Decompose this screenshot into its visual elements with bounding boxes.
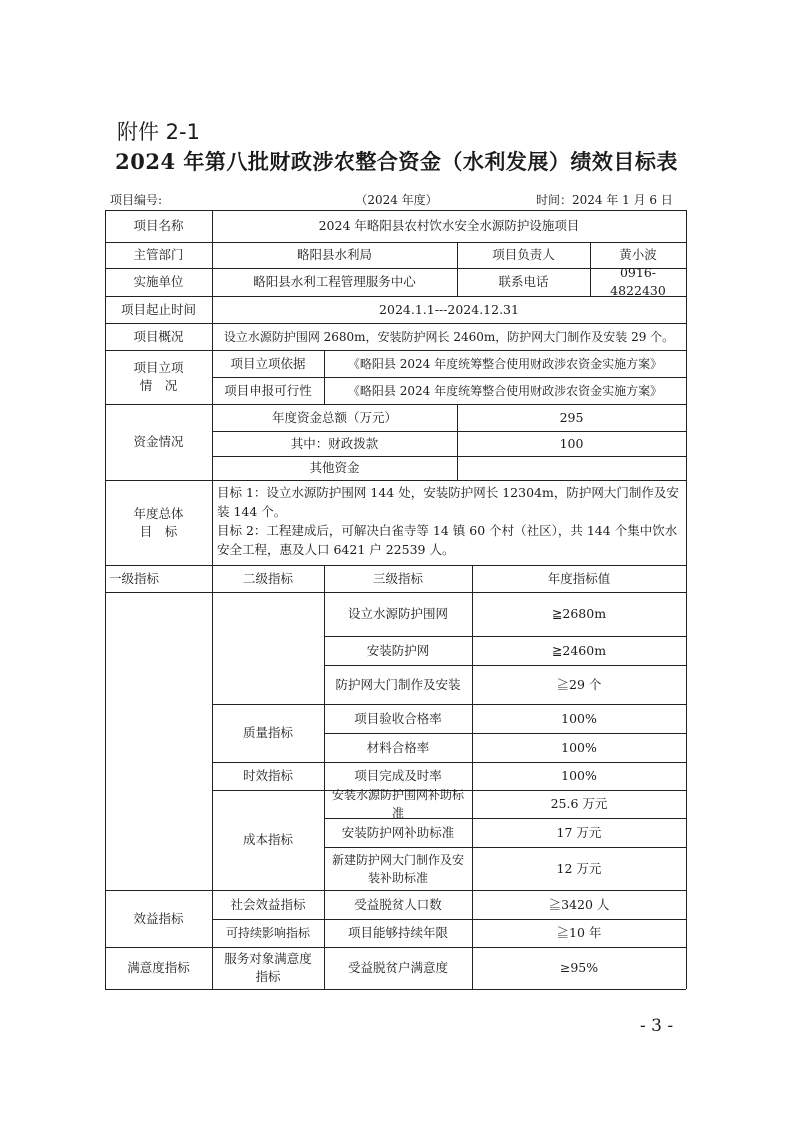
indicator-l2: 可持续影响指标 <box>225 926 310 940</box>
period-value: 2024.1.1---2024.12.31 <box>379 301 519 317</box>
indicator-value: ≧29 个 <box>556 676 602 692</box>
goals-text <box>217 483 684 559</box>
indicator-l3: 新建防护网大门制作及安装补助标准 <box>331 852 464 885</box>
fiscal-year: （2024 年度） <box>355 193 438 207</box>
attachment-label: 附件 2-1 <box>117 120 200 144</box>
indicator-value: ≧2460m <box>551 642 607 658</box>
funds-label: 资金情况 <box>133 434 184 449</box>
indicator-l2: 成本指标 <box>242 832 293 847</box>
funds-total-label: 年度资金总额（万元） <box>271 409 397 425</box>
project-name-value: 2024 年略阳县农村饮水安全水源防护设施项目 <box>318 218 580 233</box>
indicator-l2: 质量指标 <box>242 725 293 740</box>
goals-label-line1: 年度总体 <box>133 505 184 521</box>
dept-value: 略阳县水利局 <box>296 247 372 262</box>
header-level1: 一级指标 <box>109 570 160 586</box>
indicator-value: 17 万元 <box>556 824 602 840</box>
leader-value: 黄小波 <box>619 247 657 262</box>
indicator-value: 100% <box>561 768 597 783</box>
goals-label <box>105 480 212 565</box>
unit-value: 略阳县水利工程管理服务中心 <box>253 274 416 289</box>
table-border <box>105 989 686 990</box>
approval-label <box>105 350 212 404</box>
indicator-l3: 受益脱贫户满意度 <box>347 960 448 975</box>
indicator-l2: 服务对象满意度指标 <box>224 951 312 984</box>
indicator-l3: 受益脱贫人口数 <box>354 896 442 912</box>
goal-1: 目标 1：设立水源防护围网 144 处，安装防护网长 12304m，防护网大门制作及安装 144 个。 <box>217 485 679 519</box>
indicator-l2: 时效指标 <box>242 768 293 783</box>
page-title: 2024 年第八批财政涉农整合资金（水利发展）绩效目标表 <box>115 149 678 174</box>
unit-label: 实施单位 <box>133 274 184 289</box>
indicator-l1: 效益指标 <box>133 910 184 926</box>
dept-label: 主管部门 <box>133 247 184 262</box>
funds-other-label: 其他资金 <box>309 460 360 475</box>
indicator-value: ≥95% <box>559 960 599 975</box>
indicator-l3: 安装水源防护围网补助标准 <box>331 788 464 820</box>
document-date: 时间：2024 年 1 月 6 日 <box>536 193 673 207</box>
page-number: - 3 - <box>640 1016 674 1036</box>
indicator-value: ≧10 年 <box>556 925 602 940</box>
indicator-l3: 材料合格率 <box>366 739 430 755</box>
header-level2: 二级指标 <box>242 570 293 586</box>
project-name-label: 项目名称 <box>133 218 184 233</box>
indicator-l1: 满意度指标 <box>127 960 190 975</box>
overview-value: 设立水源防护围网 2680m，安装防护网长 2460m，防护网大门制作及安装 29 个。 <box>223 329 675 344</box>
header-value: 年度指标值 <box>547 570 611 586</box>
indicator-l3: 项目能够持续年限 <box>347 925 448 940</box>
indicator-l3: 防护网大门制作及安装 <box>335 676 461 692</box>
funds-fiscal-value: 100 <box>559 435 584 451</box>
indicator-l3: 设立水源防护围网 <box>347 606 448 621</box>
indicator-l2: 社会效益指标 <box>230 896 306 912</box>
phone-label: 联系电话 <box>498 274 549 289</box>
funds-other-value <box>457 456 686 480</box>
indicator-value: 100% <box>561 710 597 726</box>
indicator-l3: 安装防护网 <box>366 642 430 658</box>
feasibility-value: 《略阳县 2024 年度统筹整合使用财政涉农资金实施方案》 <box>347 383 663 398</box>
project-number-label: 项目编号: <box>110 193 163 207</box>
leader-label: 项目负责人 <box>492 247 555 262</box>
feasibility-label: 项目申报可行性 <box>224 382 312 398</box>
goal-2: 目标 2：工程建成后，可解决白雀寺等 14 镇 60 个村（社区），共 144 个集中饮水安全工程，惠及人口 6421 户 22539 人。 <box>217 523 678 557</box>
indicator-l3: 项目完成及时率 <box>354 768 442 783</box>
phone-value: 0916-4822430 <box>610 265 666 298</box>
goals-label-line2: 目 标 <box>139 523 178 539</box>
indicator-l3: 项目验收合格率 <box>354 710 442 726</box>
basis-value: 《略阳县 2024 年度统筹整合使用财政涉农资金实施方案》 <box>347 356 663 371</box>
header-level3: 三级指标 <box>372 570 423 586</box>
basis-label: 项目立项依据 <box>230 355 306 371</box>
period-label: 项目起止时间 <box>120 301 196 317</box>
overview-label: 项目概况 <box>133 328 184 344</box>
indicator-l3: 安装防护网补助标准 <box>341 824 455 840</box>
indicator-value: ≧3420 人 <box>548 896 610 912</box>
approval-label-line2: 情 况 <box>139 378 178 393</box>
indicator-value: 25.6 万元 <box>550 796 608 811</box>
indicator-value: ≧2680m <box>551 606 607 621</box>
indicator-value: 100% <box>561 739 597 755</box>
funds-total-value: 295 <box>559 409 584 425</box>
funds-fiscal-label: 其中：财政拨款 <box>290 435 379 451</box>
indicator-value: 12 万元 <box>556 860 602 876</box>
table-border <box>686 210 687 989</box>
approval-label-line1: 项目立项 <box>133 360 184 375</box>
